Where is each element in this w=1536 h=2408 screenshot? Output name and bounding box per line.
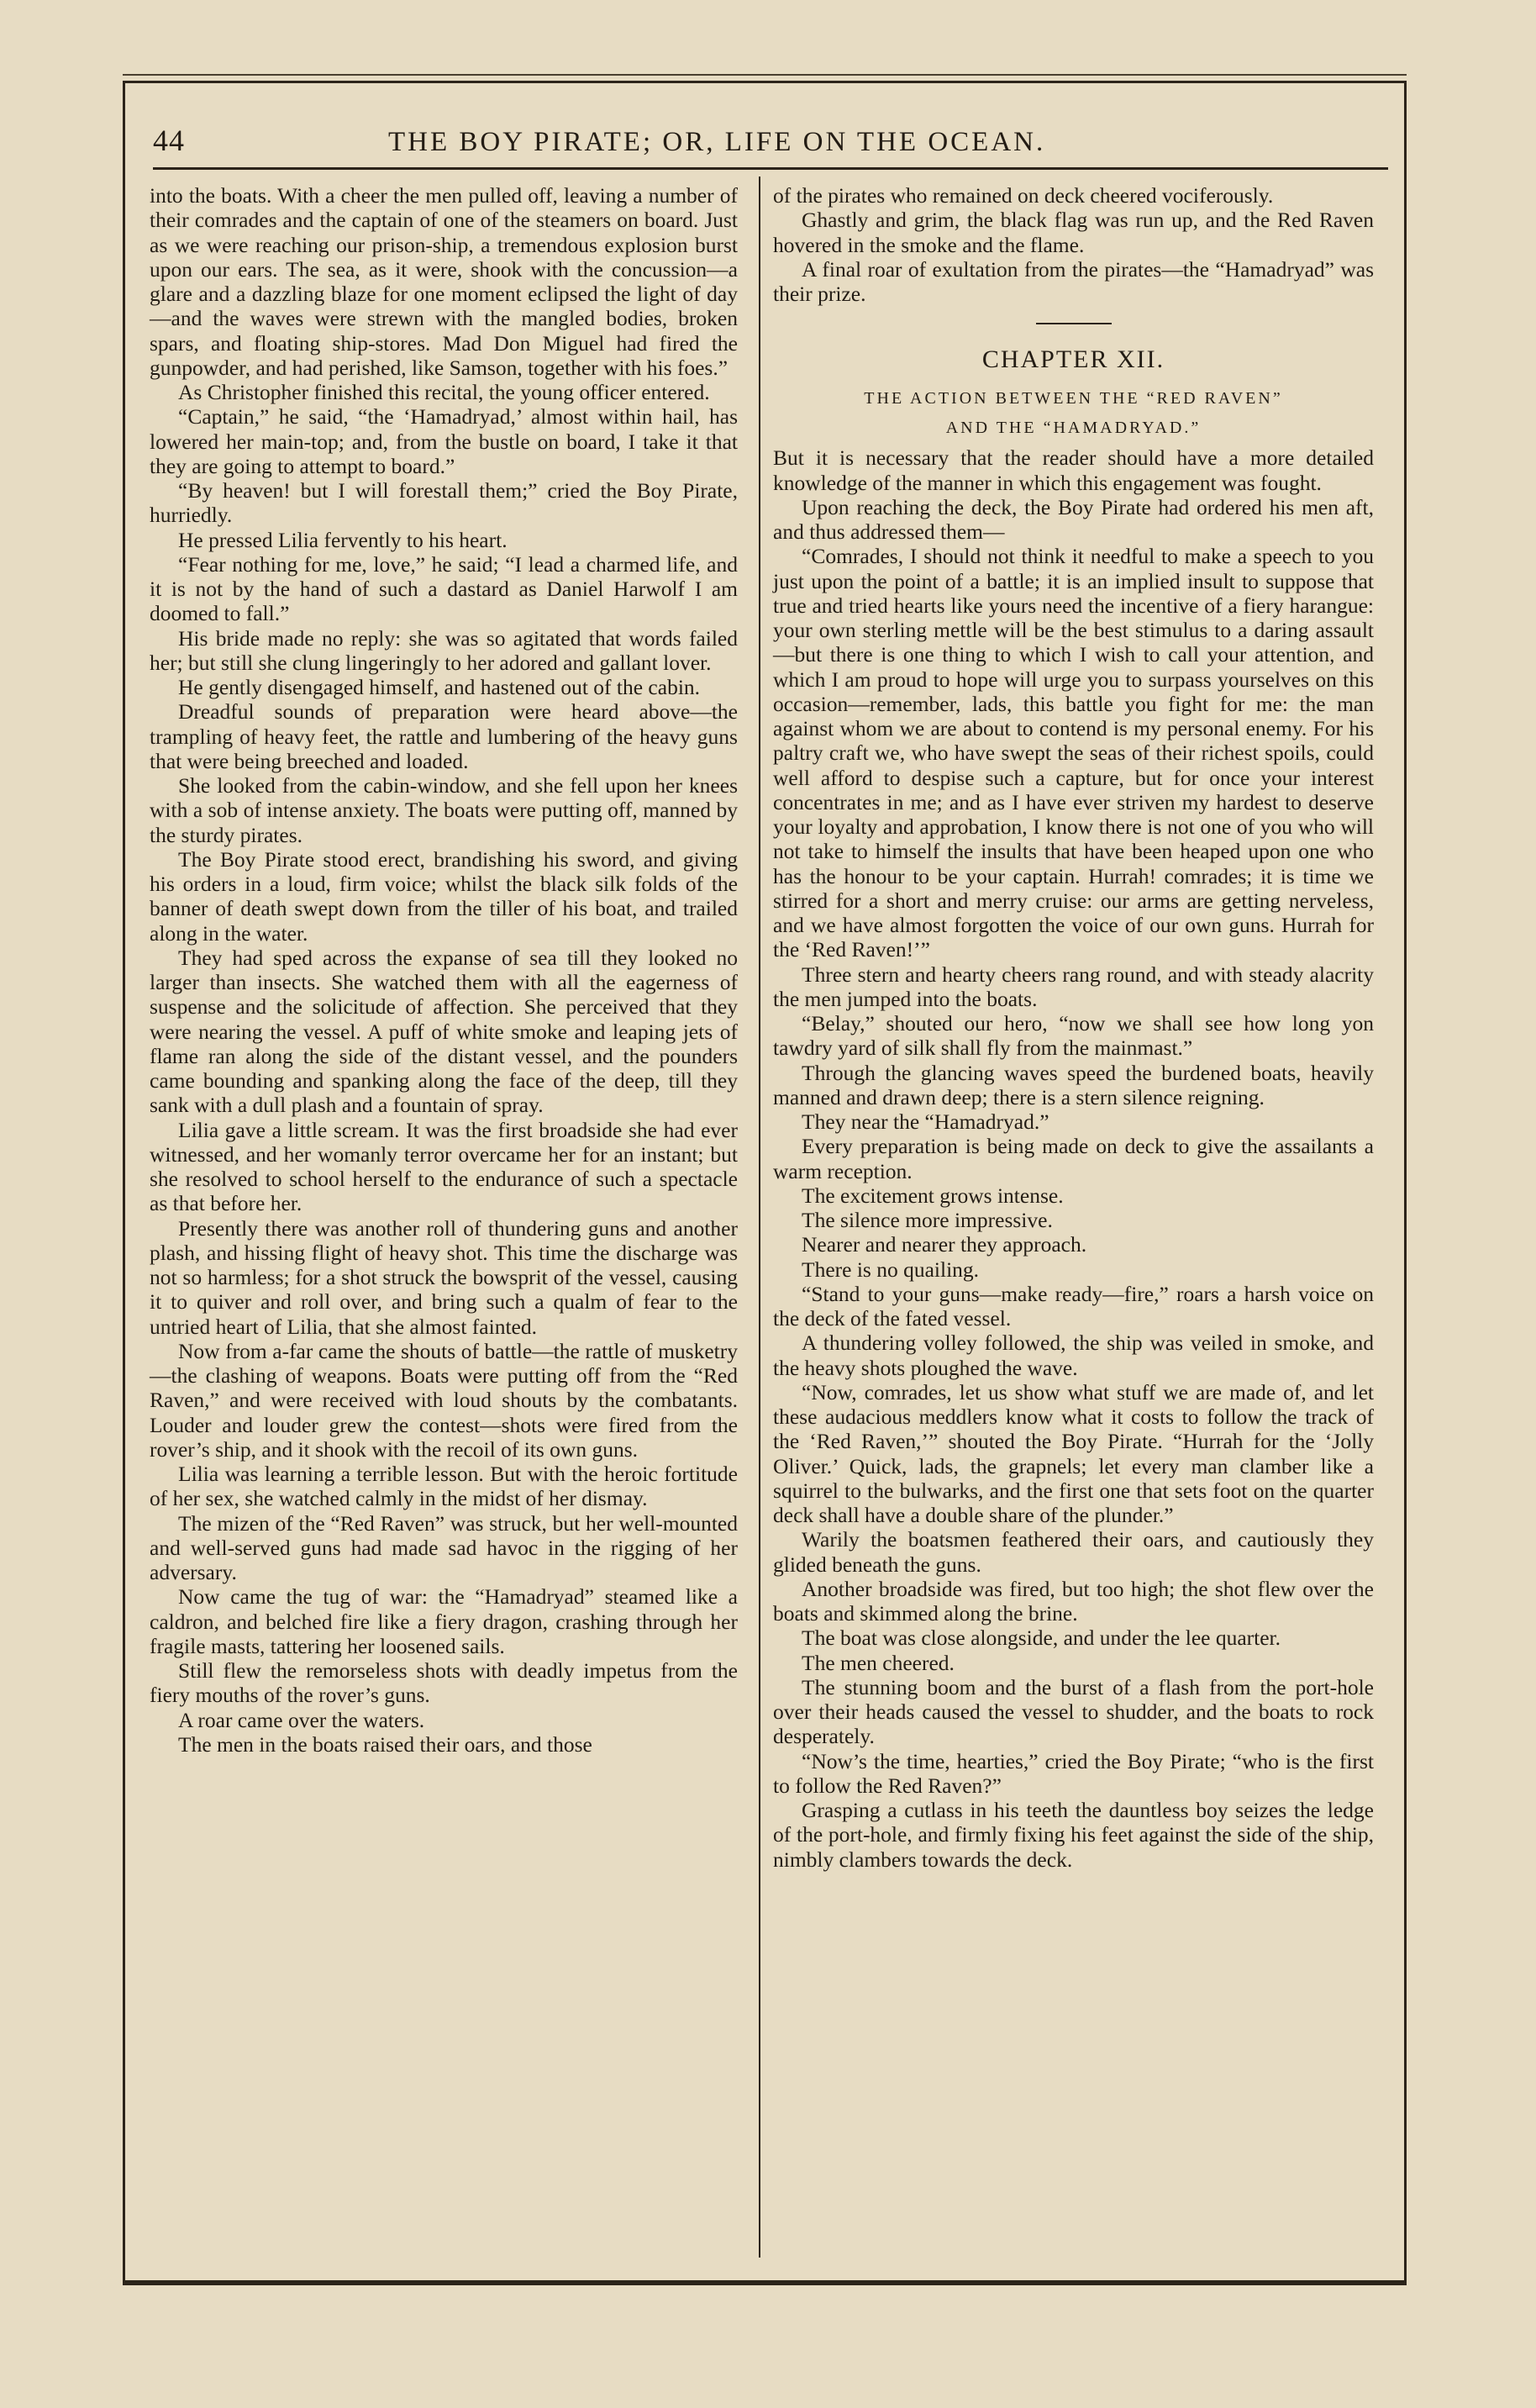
paragraph: The excitement grows intense. xyxy=(802,1183,1064,1208)
paragraph: Upon reaching the deck, the Boy Pirate had ordered his men aft, and thus addressed them— xyxy=(773,494,1374,544)
paragraph: The men in the boats raised their oars, and those xyxy=(178,1731,592,1757)
paragraph: Through the glancing waves speed the burdened boats, heavily manned and drawn deep; there is a stern silence reigning. xyxy=(773,1060,1374,1109)
paragraph: “Belay,” shouted our hero, “now we shall see how long yon tawdry yard of silk shall fly from the mainmast.” xyxy=(773,1011,1374,1061)
column-divider xyxy=(759,177,760,2258)
paragraph: He gently disengaged himself, and hastened out of the cabin. xyxy=(178,675,701,699)
chapter-subtitle: AND THE “HAMADRYAD.” xyxy=(945,419,1202,438)
paragraph: The men cheered. xyxy=(802,1650,955,1675)
paragraph: A roar came over the waters. xyxy=(178,1707,425,1732)
chapter-subtitle: THE ACTION BETWEEN THE “RED RAVEN” xyxy=(864,389,1283,408)
running-title: THE BOY PIRATE; OR, LIFE ON THE OCEAN. xyxy=(388,127,1046,157)
paragraph: Presently there was another roll of thundering guns and another plash, and hissing flight of heavy shot. This time the discharge was not so harmless; for a shot struck the bowsprit of the vessel, causing it to quiver and roll over, and bring such a qualm of fear to the untried heart of Lilia, that she almost fainted. xyxy=(150,1215,738,1339)
chapter-rule xyxy=(1036,323,1112,324)
paragraph: Now came the tug of war: the “Hamadryad” steamed like a caldron, and belched fire like a fiery dragon, crashing through her fragile masts, tattering her loosened sails. xyxy=(150,1584,738,1658)
paragraph: He pressed Lilia fervently to his heart. xyxy=(178,527,508,552)
paragraph: Another broadside was fired, but too high; the shot flew over the boats and skimmed along the brine. xyxy=(773,1576,1374,1626)
paragraph: The silence more impressive. xyxy=(802,1208,1053,1232)
paragraph: But it is necessary that the reader should have a more detailed knowledge of the manner in which this engagement was fought. xyxy=(773,445,1374,495)
paragraph: Lilia was learning a terrible lesson. But with the heroic fortitude of her sex, she watched calmly in the midst of her dismay. xyxy=(150,1462,738,1511)
paragraph: “By heaven! but I will forestall them;” cried the Boy Pirate, hurriedly. xyxy=(150,478,738,528)
page-header xyxy=(153,123,1388,173)
paragraph: Warily the boatsmen feathered their oars, and cautiously they glided beneath the guns. xyxy=(773,1527,1374,1577)
paragraph: “Now’s the time, hearties,” cried the Boy Pirate; “who is the first to follow the Red Raven?” xyxy=(773,1748,1374,1798)
header-rule xyxy=(153,167,1388,170)
paragraph: The mizen of the “Red Raven” was struck, but her well-mounted and well-served guns had made sad havoc in the rigging of her adversary. xyxy=(150,1510,738,1584)
paragraph: “Captain,” he said, “the ‘Hamadryad,’ almost within hail, has lowered her main-top; and, from the bustle on board, I take it that they are going to attempt to board.” xyxy=(150,404,738,478)
paragraph: Every preparation is being made on deck to give the assailants a warm reception. xyxy=(773,1134,1374,1183)
paragraph: into the boats. With a cheer the men pulled off, leaving a number of their comrades and the captain of one of the steamers on board. Just as we were reaching our prison-ship, a tremendous explosion burst upon our ears. The sea, as it were, shook with the concussion—a glare and a dazzling blaze for one moment eclipsed the light of day—and the waves were strewn with the mangled bodies, broken spars, and floating ship-stores. Mad Don Miguel had fired the gunpowder, and had perished, like Samson, together with his foes.” xyxy=(150,183,738,380)
paragraph: As Christopher finished this recital, the young officer entered. xyxy=(178,380,710,404)
paragraph: Dreadful sounds of preparation were heard above—the trampling of heavy feet, the rattle and lumbering of the heavy guns that were being breeched and loaded. xyxy=(150,699,738,773)
paragraph: Lilia gave a little scream. It was the first broadside she had ever witnessed, and her womanly terror overcame her for an instant; but she resolved to school herself to the endurance of such a spectacle as that before her. xyxy=(150,1117,738,1216)
paragraph: Now from a-far came the shouts of battle—the rattle of musketry—the clashing of weapons. Boats were putting off from the “Red Raven,” and were received with loud shouts by the combatants. Louder and louder grew the contest—shots were fired from the rover’s ship, and it shook with the recoil of its own guns. xyxy=(150,1338,738,1462)
page-number: 44 xyxy=(153,124,185,157)
paragraph: Nearer and nearer they approach. xyxy=(802,1232,1087,1257)
right-column xyxy=(773,183,1374,1872)
paragraph: They had sped across the expanse of sea till they looked no larger than insects. She watched them with all the eagerness of suspense and the solicitude of affection. She perceived that they were nearing the vessel. A puff of white smoke and leaping jets of flame ran along the side of the distant vessel, and the pounders came bounding and spanking along the face of the deep, till they sank with a dull plash and a fountain of spray. xyxy=(150,945,738,1118)
paragraph: “Now, comrades, let us show what stuff we are made of, and let these audacious meddlers know what it costs to follow the track of the ‘Red Raven,’” shouted the Boy Pirate. “Hurrah for the ‘Jolly Oliver.’ Quick, lads, the grapnels; let every man clamber like a squirrel to the bulwarks, and the first one that sets foot on the quarter deck shall have a double share of the plunder.” xyxy=(773,1379,1374,1527)
paragraph: The boat was close alongside, and under the lee quarter. xyxy=(802,1626,1281,1651)
paragraph: His bride made no reply: she was so agitated that words failed her; but still she clung lingeringly to her adored and gallant lover. xyxy=(150,625,738,675)
paragraph: A thundering volley followed, the ship was veiled in smoke, and the heavy shots ploughed the wave. xyxy=(773,1330,1374,1380)
paragraph: There is no quailing. xyxy=(802,1257,980,1282)
paragraph: “Fear nothing for me, love,” he said; “I lead a charmed life, and it is not by the hand of such a dastard as Daniel Harwolf I am doomed to fall.” xyxy=(150,551,738,626)
paragraph: Three stern and hearty cheers rang round, and with steady alacrity the men jumped into the boats. xyxy=(773,962,1374,1011)
paragraph: She looked from the cabin-window, and she fell upon her knees with a sob of intense anxiety. The boats were putting off, manned by the sturdy pirates. xyxy=(150,773,738,847)
bottom-rule xyxy=(123,2283,1407,2285)
top-decorative-rule xyxy=(123,74,1407,76)
paragraph: “Comrades, I should not think it needful to make a speech to you just upon the point of a battle; it is an implied insult to suppose that true and tried hearts like yours need the incentive of a fiery harangue: your own sterling mettle will be the best stimulus to a daring assault—but there is one thing to which I wish to call your attention, and which I am proud to hope will urge you to surpass yourselves on this occasion—remember, lads, this battle you fight for me: the man against whom we are about to contend is my personal enemy. For his paltry craft we, who have swept the seas of their richest spoils, could well afford to despise such a capture, but for once your interest concentrates in me; and as I have ever striven my hardest to deserve your loyalty and approbation, I know there is not one of you who will not take to himself the insults that have been heaped upon one who has the honour to be your captain. Hurrah! comrades; it is time we stirred for a short and merry cruise: our arms are getting nerveless, and we have almost forgotten the voice of our own guns. Hurrah for the ‘Red Raven!’” xyxy=(773,544,1374,962)
paragraph: “Stand to your guns—make ready—fire,” roars a harsh voice on the deck of the fated vessel. xyxy=(773,1281,1374,1330)
paragraph: The Boy Pirate stood erect, brandishing his sword, and giving his orders in a loud, firm voice; whilst the black silk folds of the banner of death swept down from the tiller of his boat, and trailed along in the water. xyxy=(150,846,738,946)
paragraph: of the pirates who remained on deck cheered vociferously. xyxy=(773,183,1274,208)
paragraph: Ghastly and grim, the black flag was run up, and the Red Raven hovered in the smoke and the flame. xyxy=(773,208,1374,257)
paragraph: Still flew the remorseless shots with deadly impetus from the fiery mouths of the rover’s guns. xyxy=(150,1658,738,1708)
paragraph: They near the “Hamadryad.” xyxy=(802,1109,1049,1134)
chapter-heading: CHAPTER XII. xyxy=(981,345,1165,374)
paragraph: Grasping a cutlass in his teeth the dauntless boy seizes the ledge of the port-hole, and firmly fixing his feet against the side of the ship, nimbly clambers towards the deck. xyxy=(773,1798,1374,1872)
paragraph: The stunning boom and the burst of a flash from the port-hole over their heads caused the vessel to shudder, and the boats to rock desperately. xyxy=(773,1674,1374,1749)
paragraph: A final roar of exultation from the pirates—the “Hamadryad” was their prize. xyxy=(773,256,1374,306)
left-column xyxy=(150,183,738,1757)
